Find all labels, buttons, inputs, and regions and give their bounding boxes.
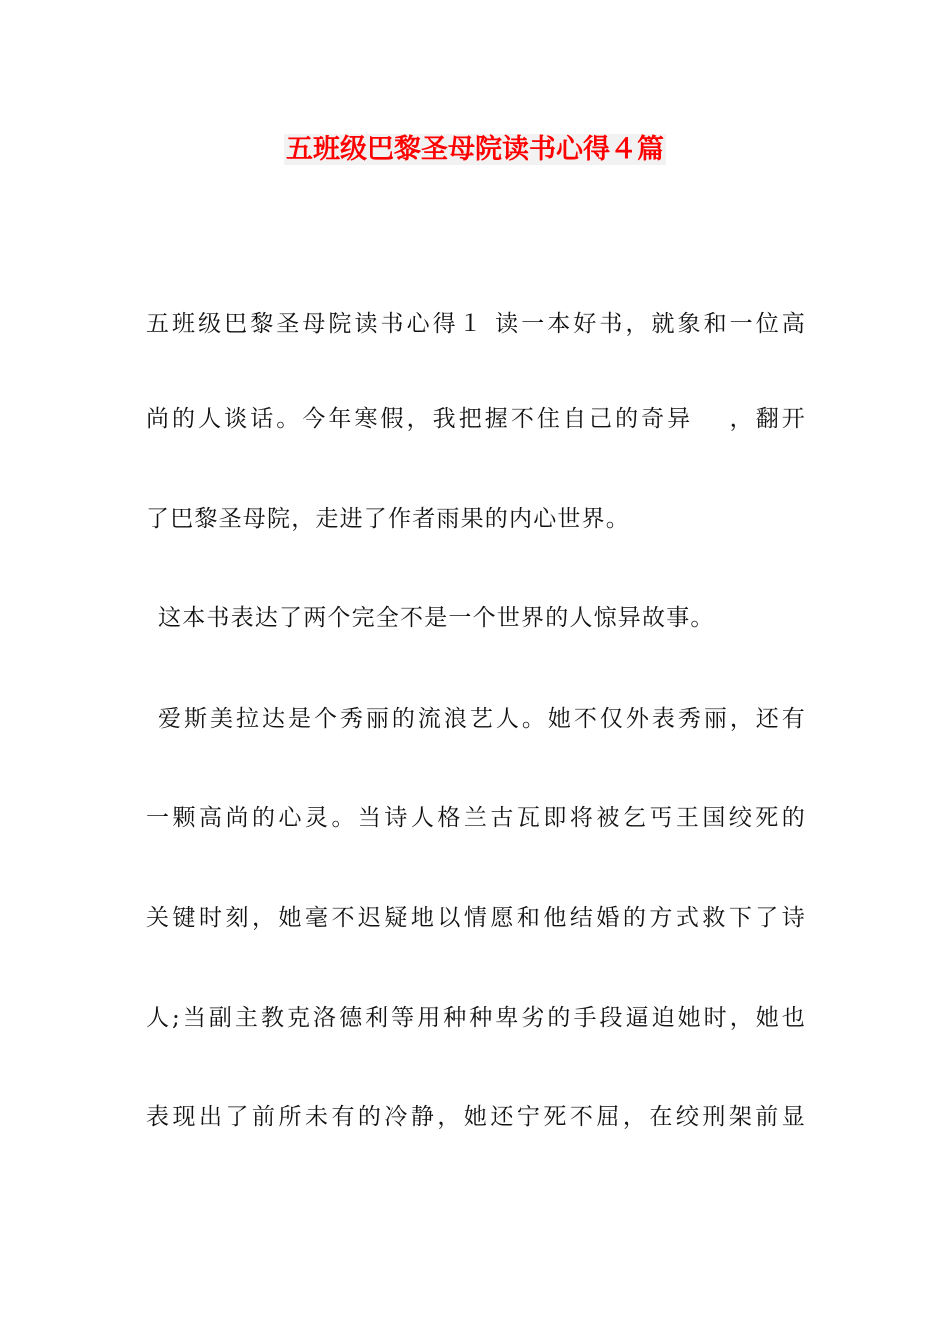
- body-line-3: 了巴黎圣母院，走进了作者雨果的内心世界。: [146, 506, 630, 532]
- body-line-6: 一颗高尚的心灵。当诗人格兰古瓦即将被乞丐王国绞死的: [146, 805, 806, 831]
- body-line-5: 爱斯美拉达是个秀丽的流浪艺人。她不仅外表秀丽，还有: [158, 706, 806, 732]
- body-line-2: 尚的人谈话。今年寒假，我把握不住自己的奇异 ，翻开: [146, 406, 806, 432]
- body-line-9: 表现出了前所未有的冷静，她还宁死不屈，在绞刑架前显: [146, 1104, 806, 1130]
- body-line-4: 这本书表达了两个完全不是一个世界的人惊异故事。: [158, 605, 715, 631]
- body-line-8: 人;当副主教克洛德利等用种种卑劣的手段逼迫她时，她也: [146, 1005, 806, 1031]
- document-title-text: 五班级巴黎圣母院读书心得４篇: [286, 134, 664, 165]
- body-line-1: 五班级巴黎圣母院读书心得１ 读一本好书，就象和一位高: [146, 311, 806, 337]
- document-title: [0, 133, 950, 167]
- body-line-7: 关键时刻，她毫不迟疑地以情愿和他结婚的方式救下了诗: [146, 905, 806, 931]
